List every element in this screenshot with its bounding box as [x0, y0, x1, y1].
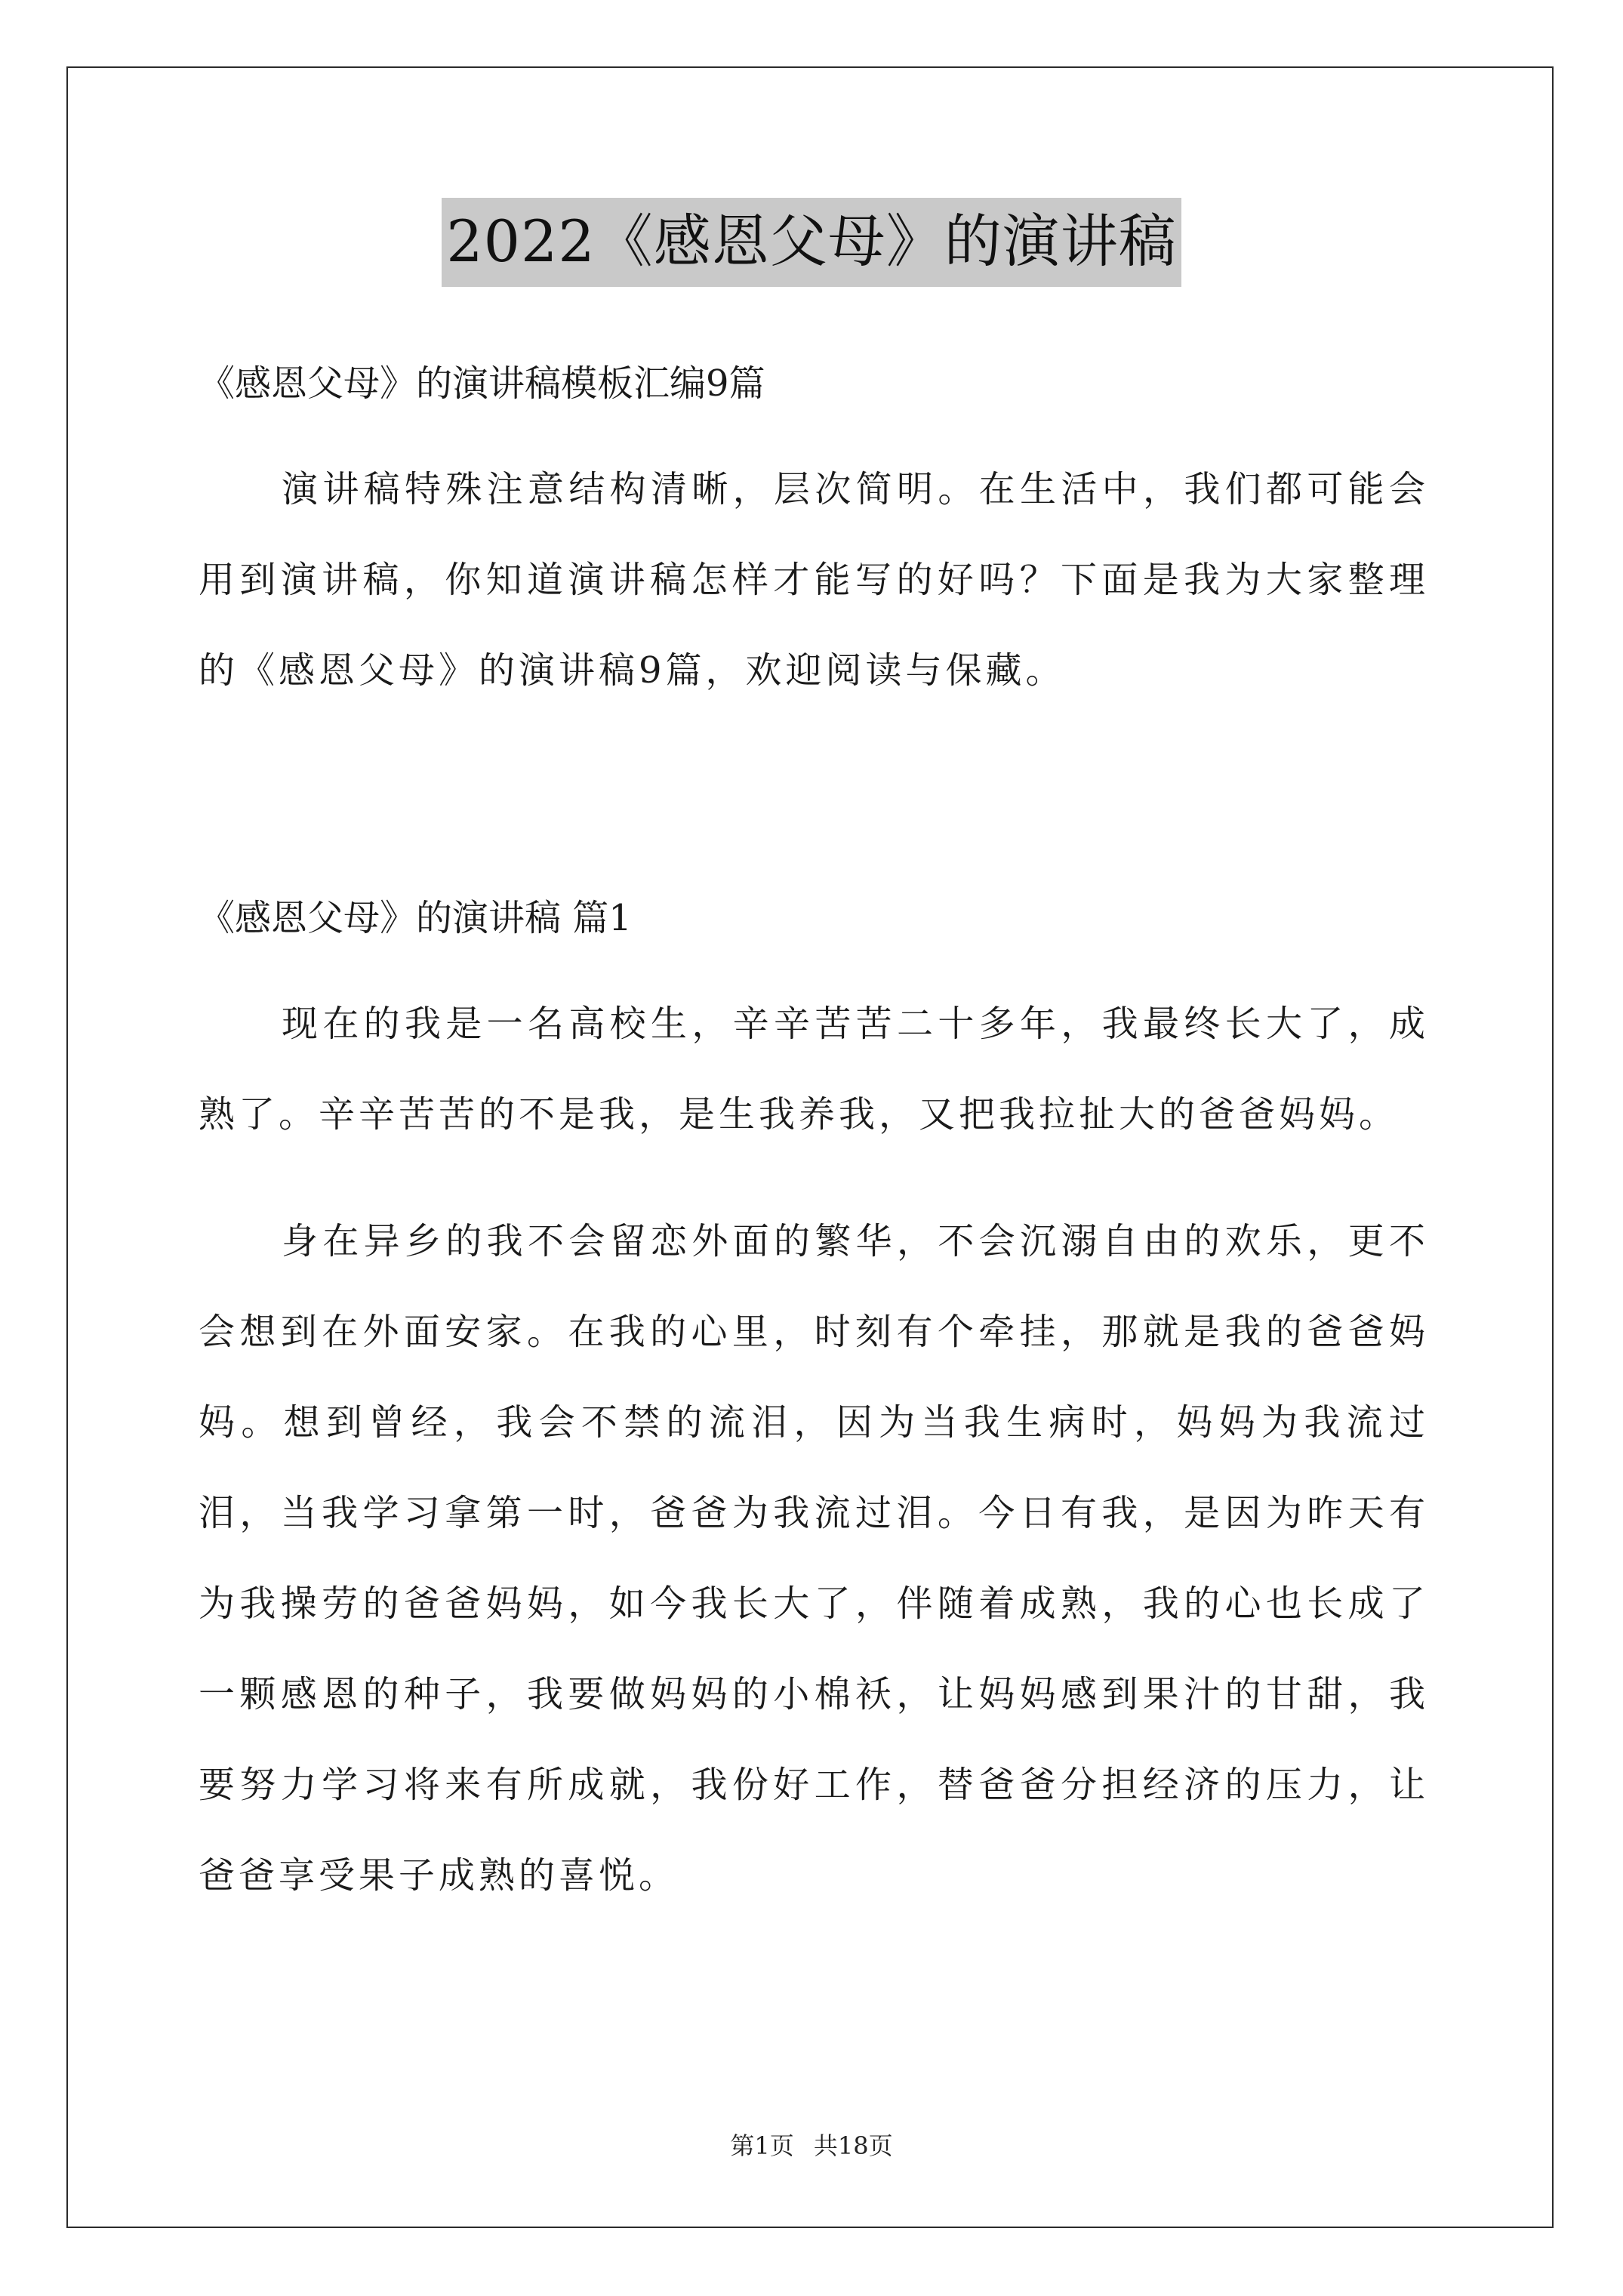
- document-title: 2022《感恩父母》的演讲稿: [442, 198, 1181, 287]
- body-paragraph-2: 身在异乡的我不会留恋外面的繁华，不会沉溺自由的欢乐，更不会想到在外面安家。在我的心里，时刻有个牵挂，那就是我的爸爸妈妈。想到曾经，我会不禁的流泪，因为当我生病时，妈妈为我流过泪，当我学习拿第一时，爸爸为我流过泪。今日有我，是因为昨天有为我操劳的爸爸妈妈，如今我长大了，伴随着成熟，我的心也长成了一颗感恩的种子，我要做妈妈的小棉袄，让妈妈感到果汁的甘甜，我要努力学习将来有所成就，我份好工作，替爸爸分担经济的压力，让爸爸享受果子成熟的喜悦。: [199, 1220, 1429, 1897]
- section-heading: 《感恩父母》的演讲稿 篇1: [199, 897, 632, 939]
- page-number: 第1页: [730, 2131, 794, 2160]
- body-paragraph-1: 现在的我是一名高校生，辛辛苦苦二十多年，我最终长大了，成熟了。辛辛苦苦的不是我，是生我养我，又把我拉扯大的爸爸妈妈。: [199, 1003, 1429, 1136]
- page-footer: [0, 2131, 1623, 2161]
- document-subtitle: 《感恩父母》的演讲稿模板汇编9篇: [199, 362, 765, 405]
- page-total: 共18页: [813, 2131, 893, 2160]
- title-container: [0, 198, 1623, 287]
- intro-paragraph: 演讲稿特殊注意结构清晰，层次简明。在生活中，我们都可能会用到演讲稿，你知道演讲稿怎样才能写的好吗？下面是我为大家整理的《感恩父母》的演讲稿9篇，欢迎阅读与保藏。: [199, 468, 1429, 692]
